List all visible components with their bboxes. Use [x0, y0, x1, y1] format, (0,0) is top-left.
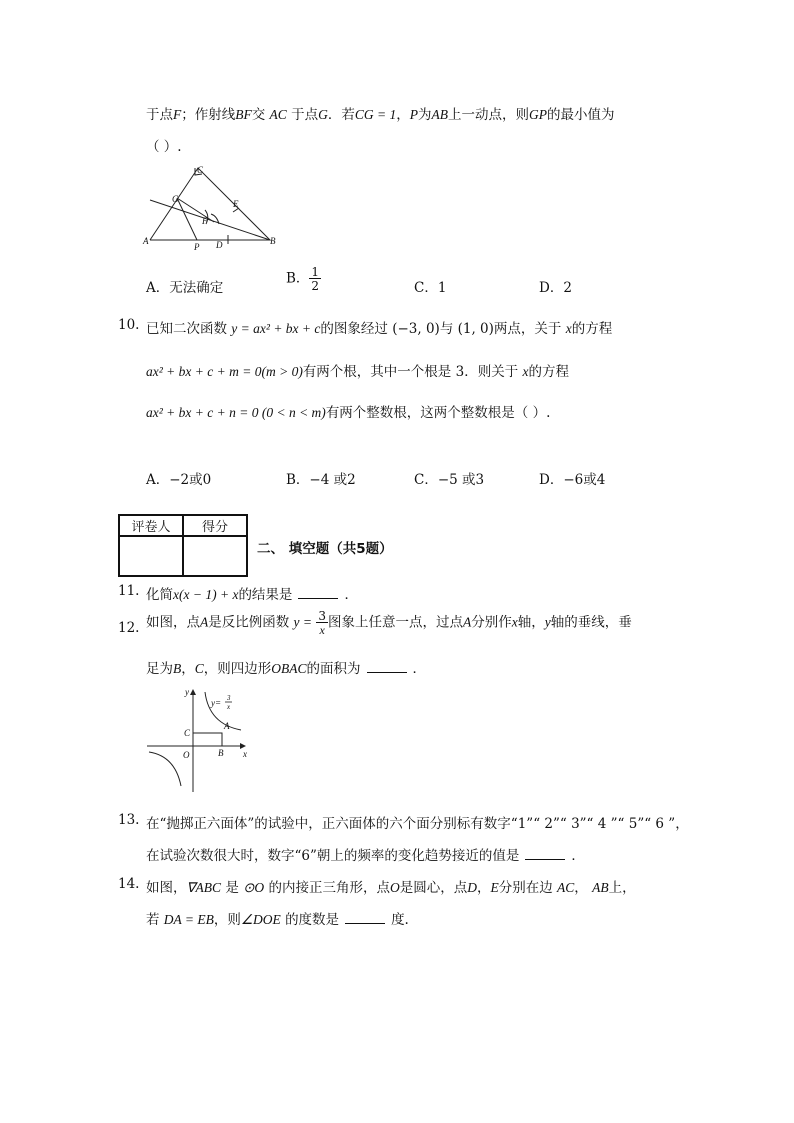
math-expr: DA = EB	[163, 912, 214, 927]
math-expr: ∇ABC	[186, 880, 222, 895]
q12-number: 12.	[118, 620, 140, 636]
text: ，	[396, 107, 410, 123]
q10-option-a: A．−2或0	[146, 472, 212, 488]
fn-den: x	[227, 703, 231, 711]
label-y: y	[185, 687, 189, 697]
text: ，则四边形	[203, 661, 272, 677]
answer-blank	[298, 587, 338, 599]
text: 是	[225, 880, 239, 896]
q9-option-b	[286, 266, 321, 292]
score-table	[118, 514, 248, 577]
text: 足为	[146, 661, 173, 677]
math-expr: x(x − 1) + x	[173, 587, 239, 602]
math-var: y	[544, 614, 551, 630]
q11-line	[146, 583, 358, 603]
q14-line2	[146, 908, 409, 928]
numerator: 3	[318, 609, 326, 623]
text: 的最小值为	[546, 107, 615, 123]
text: ．	[344, 587, 358, 603]
q10-line2	[146, 360, 569, 380]
math-var: G	[318, 107, 328, 122]
math-var: AC	[269, 107, 287, 122]
label-p: P	[194, 242, 200, 252]
q10-option-d: D．−6或4	[539, 472, 606, 488]
math-var: D	[467, 880, 477, 895]
text: ，则	[213, 912, 241, 928]
q12-line1	[146, 610, 632, 636]
label-a: A	[143, 236, 149, 246]
text: 分别作	[471, 614, 512, 631]
math-var: B	[173, 661, 182, 676]
q10-option-b: B．−4 或2	[286, 472, 356, 488]
math-var: GP	[528, 107, 547, 122]
q9-option-c: C．1	[414, 280, 447, 296]
math-var: O	[389, 880, 400, 895]
text: 在试验次数很大时，数字“6”朝上的频率的变化趋势接近的值是	[146, 848, 520, 864]
math-var: AC	[557, 880, 575, 895]
hyperbola-branch-2	[149, 752, 181, 786]
text: 的图象经过	[320, 321, 388, 337]
q10-line3	[146, 401, 550, 421]
text: 的度数是	[285, 912, 340, 928]
label-o: O	[183, 750, 190, 760]
text: ；作射线	[181, 107, 236, 123]
math-expr: y = ax² + bx + c	[231, 321, 321, 336]
math-expr: ax² + bx + c + m = 0(m > 0)	[146, 364, 303, 379]
label-c: C	[197, 165, 204, 175]
fraction	[309, 266, 321, 292]
q9-option-a: A．无法确定	[146, 280, 224, 296]
q10-line1	[146, 317, 612, 337]
q10-option-c: C．−5 或3	[414, 472, 485, 488]
q9-line1	[146, 103, 614, 123]
text: 如图，点	[146, 614, 200, 631]
text: 分别在边	[498, 880, 553, 896]
text: 若	[146, 912, 160, 928]
text: 的结果是	[238, 587, 293, 603]
q11-number: 11.	[118, 583, 140, 599]
q12-line2	[146, 657, 426, 677]
text: ．	[412, 661, 427, 677]
label-e: E	[233, 199, 239, 209]
math-var: x	[565, 321, 572, 336]
text: 上一动点，则	[447, 107, 529, 123]
text: 的方程	[528, 364, 569, 380]
label-b: B	[218, 748, 224, 758]
math-var: A	[462, 614, 472, 630]
answer-blank	[525, 848, 565, 860]
math-var: A	[200, 614, 209, 630]
text: 与	[439, 321, 454, 337]
math-point: (1, 0)	[457, 321, 494, 337]
text: ，	[181, 661, 195, 677]
math-var: AB	[592, 880, 609, 895]
q14-number: 14.	[118, 876, 140, 892]
text: 上，	[608, 880, 636, 896]
math-expr: CG = 1	[354, 107, 397, 122]
q13-line2	[146, 844, 585, 864]
text: 为	[417, 107, 432, 123]
math-var: x	[511, 614, 518, 630]
math-expr: y =	[293, 614, 313, 630]
text: ，	[574, 880, 588, 896]
text: ，	[476, 880, 491, 896]
text: 轴，	[517, 614, 545, 631]
rectangle-obac	[193, 733, 222, 746]
label-d: D	[216, 240, 223, 250]
math-var: OBAC	[271, 661, 307, 676]
section-title: 二、 填空题（共5题）	[257, 541, 393, 557]
option-prefix: B．	[286, 270, 310, 287]
q13-number: 13.	[118, 812, 140, 828]
text: 交	[251, 107, 266, 123]
text: 于点	[146, 107, 173, 123]
fraction	[316, 610, 328, 636]
label-x: x	[243, 749, 247, 759]
text: 的面积为	[306, 661, 361, 677]
math-point: (−3, 0)	[392, 321, 440, 337]
score-table-cell-grader	[119, 536, 183, 576]
text: 化简	[146, 587, 173, 603]
text: 于点	[291, 107, 319, 123]
fn-num: 3	[227, 694, 231, 702]
denominator: x	[319, 623, 325, 637]
math-var: F	[173, 107, 182, 122]
q13-line1: 在“抛掷正六面体”的试验中，正六面体的六个面分别标有数字“1”“ 2”“ 3”“ 4 ”“ 5”“ 6 ”，	[146, 816, 689, 832]
score-table-cell-score	[183, 536, 247, 576]
q12-hyperbola-figure	[145, 686, 255, 794]
q14-line1	[146, 876, 636, 896]
text: 已知二次函数	[146, 321, 227, 337]
text: ．若	[327, 107, 355, 123]
label-c: C	[184, 728, 191, 738]
text: 是圆心，点	[399, 880, 468, 896]
fn-label: y=	[211, 698, 222, 708]
text: 图象上任意一点，过点	[327, 614, 463, 631]
text: 是反比例函数	[208, 614, 290, 631]
label-g: G	[172, 194, 179, 204]
text: 有两个整数根，这两个整数根是（ ）.	[325, 405, 551, 421]
q9-line2: （ ）.	[146, 139, 182, 155]
text: 度.	[391, 912, 409, 928]
math-var: BF	[235, 107, 252, 122]
text: 如图，	[146, 880, 187, 896]
math-expr: ax² + bx + c + n = 0 (0 < n < m)	[146, 405, 326, 420]
text: 两点，关于	[493, 321, 562, 337]
math-var: x	[522, 364, 529, 379]
math-var: AB	[431, 107, 448, 122]
triangle-abc	[150, 168, 270, 240]
label-b: B	[270, 236, 276, 246]
q9-triangle-figure	[140, 162, 290, 254]
numerator: 1	[311, 265, 320, 279]
text: 有两个根，其中一个根是 3．则关于	[302, 364, 519, 380]
q10-number: 10.	[118, 317, 140, 333]
math-var: E	[490, 880, 499, 895]
label-a: A	[224, 721, 230, 731]
answer-blank	[367, 661, 407, 673]
answer-blank	[345, 912, 385, 924]
text: 的方程	[571, 321, 613, 337]
math-expr: ∠DOE	[240, 912, 281, 927]
denominator: 2	[311, 279, 320, 293]
math-var: C	[194, 661, 204, 676]
text: 轴的垂线，垂	[550, 614, 632, 631]
math-expr: ⊙O	[243, 880, 265, 895]
text: ．	[571, 848, 585, 864]
score-table-header-grader: 评卷人	[119, 515, 183, 536]
label-f: F	[202, 216, 208, 226]
text: 的内接正三角形，点	[268, 880, 390, 896]
math-var: P	[409, 107, 418, 122]
q9-option-d: D．2	[539, 280, 572, 296]
score-table-header-score: 得分	[183, 515, 247, 536]
